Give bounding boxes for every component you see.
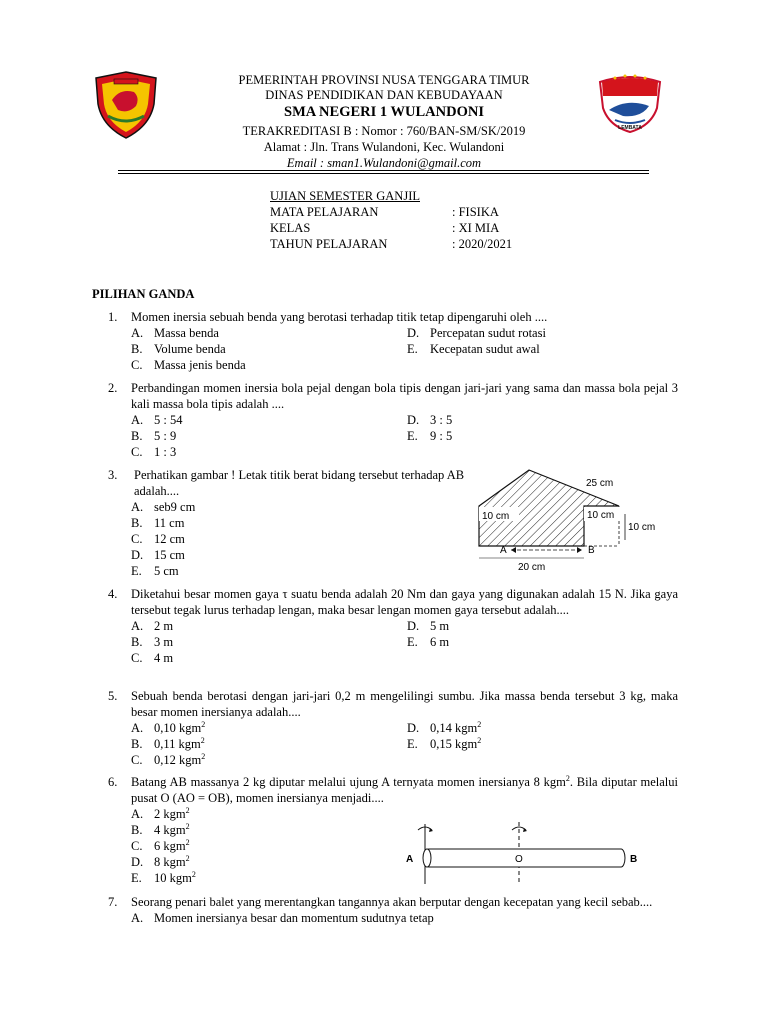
question-text: Batang AB massanya 2 kg diputar melalui ujung A ternyata momen inersianya 8 kgm$^2$. Bila diputar melalui pusat O (AO = OB), momen inersianya menjadi....: [131, 773, 678, 805]
dim-left: 10 cm: [482, 511, 510, 522]
question-number: 2.: [108, 381, 118, 395]
option-d: D. 0,14 kgm$^2$: [407, 719, 482, 735]
question-7: [108, 894, 678, 926]
meta-value: : 2020/2021: [452, 237, 513, 251]
option-a: A. 2 kgm$^2$: [131, 805, 190, 821]
point-a: A: [500, 545, 507, 556]
option-e: E. 10 kgm$^2$: [131, 869, 196, 885]
option-b: B. 4 kgm$^2$: [131, 821, 190, 837]
option-d: D. Percepatan sudut rotasi: [407, 326, 546, 340]
dim-right: 10 cm: [628, 522, 656, 533]
question-5: [108, 688, 678, 768]
option-e: E. Kecepatan sudut awal: [407, 342, 540, 356]
option-b: B. 5 : 9: [131, 429, 177, 443]
point-b: B: [588, 545, 595, 556]
option-c: C. 1 : 3: [131, 445, 177, 459]
dim-top: 25 cm: [586, 478, 614, 489]
exam-info: [270, 188, 650, 252]
question-text: Diketahui besar momen gaya τ suatu benda adalah 20 Nm dan gaya yang digunakan adalah 15 N. Jika gaya tersebut tegak lurus terhadap lengan, maka besar lengan momen gaya tersebut adalah....: [131, 587, 678, 617]
option-b: B. 11 cm: [131, 516, 185, 530]
question-text: Perhatikan gambar ! Letak titik berat bidang tersebut terhadap AB adalah....: [134, 468, 465, 498]
exam-title: UJIAN SEMESTER GANJIL: [270, 189, 420, 203]
meta-value: : XI MIA: [452, 221, 500, 235]
question-1: [108, 309, 678, 373]
meta-key: MATA PELAJARAN: [270, 205, 379, 219]
question-text: Perbandingan momen inersia bola pejal dengan bola tipis dengan jari-jari yang sama dan massa bola pejal 3 kali massa bola tipis adalah ....: [131, 381, 678, 411]
header-divider-thin: [118, 173, 649, 174]
option-b: B. Volume benda: [131, 342, 226, 356]
rod-b: B: [630, 854, 638, 865]
question-text: Sebuah benda berotasi dengan jari-jari 0,2 m mengelilingi sumbu. Jika massa benda tersebut 3 kg, maka besar momen inersianya adalah....: [131, 689, 678, 719]
header-province: PEMERINTAH PROVINSI NUSA TENGGARA TIMUR: [238, 73, 530, 87]
address: Alamat : Jln. Trans Wulandoni, Kec. Wulandoni: [263, 140, 505, 154]
option-a: A. seb9 cm: [131, 500, 196, 514]
header-divider: [118, 170, 649, 171]
option-d: D. 8 kgm$^2$: [131, 853, 190, 869]
option-e: E. 5 cm: [131, 564, 179, 578]
option-a: A. 2 m: [131, 619, 174, 633]
question-number: 3.: [108, 468, 118, 482]
question-number: 5.: [108, 689, 118, 703]
meta-value: : FISIKA: [452, 205, 499, 219]
rod-a: A: [406, 854, 414, 865]
dim-mid: 10 cm: [587, 510, 615, 521]
rod-o: O: [515, 854, 523, 865]
option-b: B. 3 m: [131, 635, 174, 649]
email: Email : sman1.Wulandoni@gmail.com: [286, 156, 482, 170]
option-c: C. 4 m: [131, 651, 174, 665]
question-4: [108, 586, 678, 666]
question-text: Seorang penari balet yang merentangkan tangannya akan berputar dengan kecepatan yang kecil sebab....: [131, 895, 653, 909]
meta-key: KELAS: [270, 221, 311, 235]
header-department: DINAS PENDIDIKAN DAN KEBUDAYAAN: [265, 88, 503, 102]
option-c: C. Massa jenis benda: [131, 358, 246, 372]
option-e: E. 6 m: [407, 635, 450, 649]
question-number: 7.: [108, 895, 118, 909]
centroid-figure: [474, 466, 664, 574]
option-d: D. 5 m: [407, 619, 450, 633]
meta-key: TAHUN PELAJARAN: [270, 237, 388, 251]
option-a: A. Momen inersianya besar dan momentum sudutnya tetap: [131, 911, 434, 925]
question-number: 4.: [108, 587, 118, 601]
section-title: PILIHAN GANDA: [92, 287, 195, 301]
question-3: [108, 467, 468, 579]
option-c: C. 12 cm: [131, 532, 185, 546]
accreditation: TERAKREDITASI B : Nomor : 760/BAN-SM/SK/2019: [242, 124, 526, 138]
option-e: E. 0,15 kgm$^2$: [407, 735, 482, 751]
dim-bottom: 20 cm: [518, 562, 546, 573]
option-d: D. 3 : 5: [407, 413, 453, 427]
svg-text:LEMBATA: LEMBATA: [618, 125, 642, 131]
question-2: [108, 380, 678, 460]
school-name: SMA NEGERI 1 WULANDONI: [284, 104, 484, 120]
option-b: B. 0,11 kgm$^2$: [131, 735, 205, 751]
option-e: E. 9 : 5: [407, 429, 453, 443]
option-c: C. 6 kgm$^2$: [131, 837, 190, 853]
option-d: D. 15 cm: [131, 548, 185, 562]
rod-figure: [400, 818, 650, 886]
option-c: C. 0,12 kgm$^2$: [131, 751, 206, 767]
question-number: 1.: [108, 310, 118, 324]
option-a: A. 5 : 54: [131, 413, 183, 427]
option-a: A. 0,10 kgm$^2$: [131, 719, 206, 735]
question-number: 6.: [108, 775, 118, 789]
question-text: Momen inersia sebuah benda yang berotasi terhadap titik tetap dipengaruhi oleh ....: [131, 310, 548, 324]
option-a: A. Massa benda: [131, 326, 219, 340]
